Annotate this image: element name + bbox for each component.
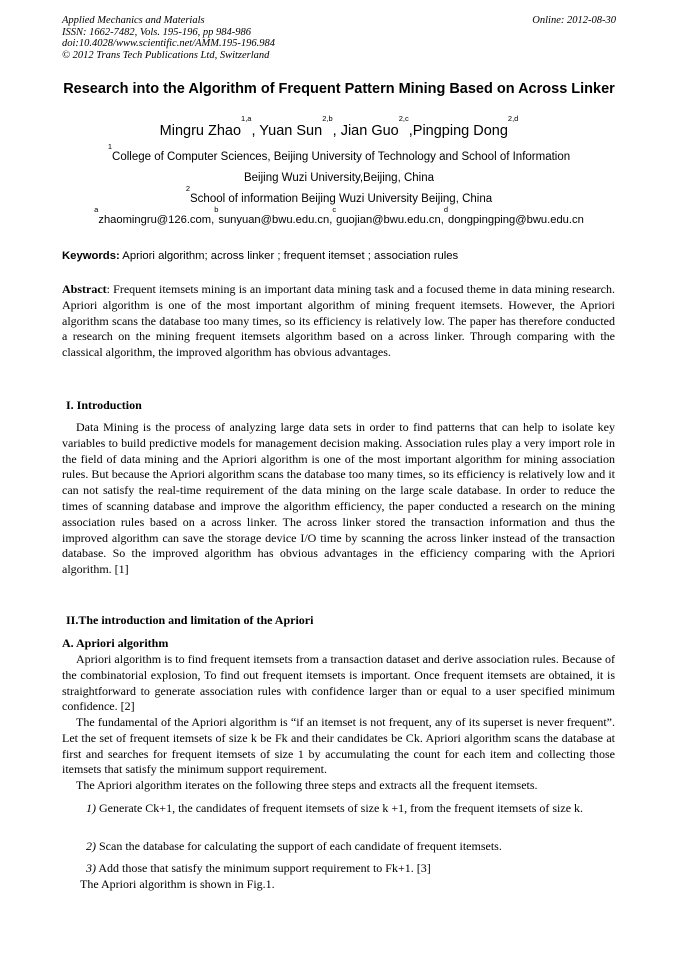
paper-title: Research into the Algorithm of Frequent Pattern Mining Based on Across Linker: [63, 81, 615, 97]
author-name: Yuan Sun: [259, 123, 323, 139]
doi-line: doi:10.4028/www.scientific.net/AMM.195-196.984: [62, 38, 275, 49]
issn-line: ISSN: 1662-7482, Vols. 195-196, pp 984-986: [62, 26, 251, 38]
affiliation-sup: 1: [107, 142, 113, 151]
abstract: [62, 282, 615, 361]
step-1: [62, 801, 615, 817]
section-2-paragraph-2: The fundamental of the Apriori algorithm is “if an itemset is not frequent, any of its superset is never frequent”. Let the set of frequent itemsets of size k be Fk and their candidates be Ck. Apriori algorithm scans the database at first and searches for frequent itemsets of size 1 by accumulating the count for each item and collecting those itemsets that satisfy the minimum support requirement.: [62, 715, 615, 777]
email-sup: b: [214, 205, 219, 214]
abstract-text: : Frequent itemsets mining is an important data mining task and a focused theme in data mining research. Apriori algorithm is one of the most important algorithm of mining frequent itemsets. However, the Apriori algorithm scans the database too many times, so its efficiency is relatively low. The paper has therefore conducted a research on the mining frequent itemsets algorithm based on a across linker. Through comparing with the classical algorithm, the improved algorithm has obvious advantages.: [62, 282, 615, 360]
author-list: Mingru Zhao$^{1,a}$, Yuan Sun$^{2,b}$, Jian Guo$^{2,c}$,Pingping Dong$^{2,d}$: [159, 114, 519, 139]
step-text: Generate Ck+1, the candidates of frequent itemsets of size k +1, from the frequent itemsets of size k.: [96, 801, 584, 815]
author-sup: 1,a: [241, 114, 252, 123]
step-2: [62, 839, 615, 855]
step-number: 3): [86, 861, 96, 875]
section-1-heading: I. Introduction: [66, 398, 142, 412]
section-2-paragraph-4: The Apriori algorithm is shown in Fig.1.: [80, 877, 275, 891]
email: guojian@bwu.edu.cn,: [336, 214, 444, 226]
step-text: Scan the database for calculating the support of each candidate of frequent itemsets.: [96, 839, 502, 853]
step-text: Add those that satisfy the minimum support requirement to Fk+1. [3]: [96, 861, 431, 875]
email-sup: d: [443, 205, 449, 214]
author-name: Pingping Dong: [412, 123, 508, 139]
email: zhaomingru@126.com,: [98, 214, 215, 226]
author-name: Mingru Zhao: [159, 123, 242, 139]
affiliation-2: [40, 184, 638, 206]
step-3: [62, 861, 615, 877]
abstract-label: Abstract: [62, 282, 107, 296]
step-number: 1): [86, 801, 96, 815]
section-1-paragraph: Data Mining is the process of analyzing large data sets in order to find patterns that can help to isolate key variables to build predictive models for management decision making. Association rules play a very import role in the field of data mining and the Apriori algorithm is one of the most important algorithm for mining association rules. But because the Apriori algorithm scans the database too many times, so its efficiency is relatively low and it can not satisfy the real-time requirement of the data mining on the large scale database. In order to reduce the times of scanning database and improve the algorithm efficiency, the paper conducted a research on the mining association rules based on a across linker. The across linker stored the transaction information and thus the improved algorithm can save the storage device I/O time by scanning the across linker instead of the transaction database. So the improved algorithm has obvious advantages in the efficiency comparing with the Apriori algorithm. [1]: [62, 420, 615, 577]
keywords-text: Apriori algorithm; across linker ; frequent itemset ; association rules: [122, 250, 459, 262]
section-2-paragraph-3: The Apriori algorithm iterates on the following three steps and extracts all the frequent itemsets.: [76, 778, 538, 792]
affiliation-text: College of Computer Sciences, Beijing University of Technology and School of Information: [112, 151, 571, 163]
step-number: 2): [86, 839, 96, 853]
email-list: [40, 205, 638, 227]
online-date: Online: 2012-08-30: [532, 15, 616, 26]
subsection-a-heading: A. Apriori algorithm: [62, 636, 169, 650]
author-name: Jian Guo: [340, 123, 399, 139]
email-sup: c: [332, 205, 337, 214]
affiliation-sup: 2: [185, 184, 191, 193]
email: dongpingping@bwu.edu.cn: [448, 214, 584, 226]
author-sup: 2,d: [507, 114, 519, 123]
affiliation-1-cont: Beijing Wuzi University,Beijing, China: [243, 172, 435, 184]
affiliation-text: School of information Beijing Wuzi University Beijing, China: [190, 193, 493, 205]
affiliation-1: [40, 142, 638, 164]
email-sup: a: [94, 205, 99, 214]
journal-header: [62, 15, 275, 61]
email: sunyuan@bwu.edu.cn,: [218, 214, 333, 226]
author-sup: 2,b: [322, 114, 333, 123]
section-2-paragraph-1: Apriori algorithm is to find frequent itemsets from a transaction dataset and derive association rules. Because of the combinatorial explosion, To find out frequent itemsets is important. Once frequent itemsets are obtained, it is straightforward to generate association rules with confidence larger than or equal to a user specified minimum confidence. [2]: [62, 652, 615, 714]
journal-name: Applied Mechanics and Materials: [62, 15, 205, 26]
keywords: [62, 249, 616, 263]
copyright-line: © 2012 Trans Tech Publications Ltd, Switzerland: [62, 49, 270, 61]
keywords-label: Keywords:: [62, 250, 120, 262]
section-2-heading: II.The introduction and limitation of the Apriori: [66, 613, 314, 627]
author-sup: 2,c: [398, 114, 409, 123]
